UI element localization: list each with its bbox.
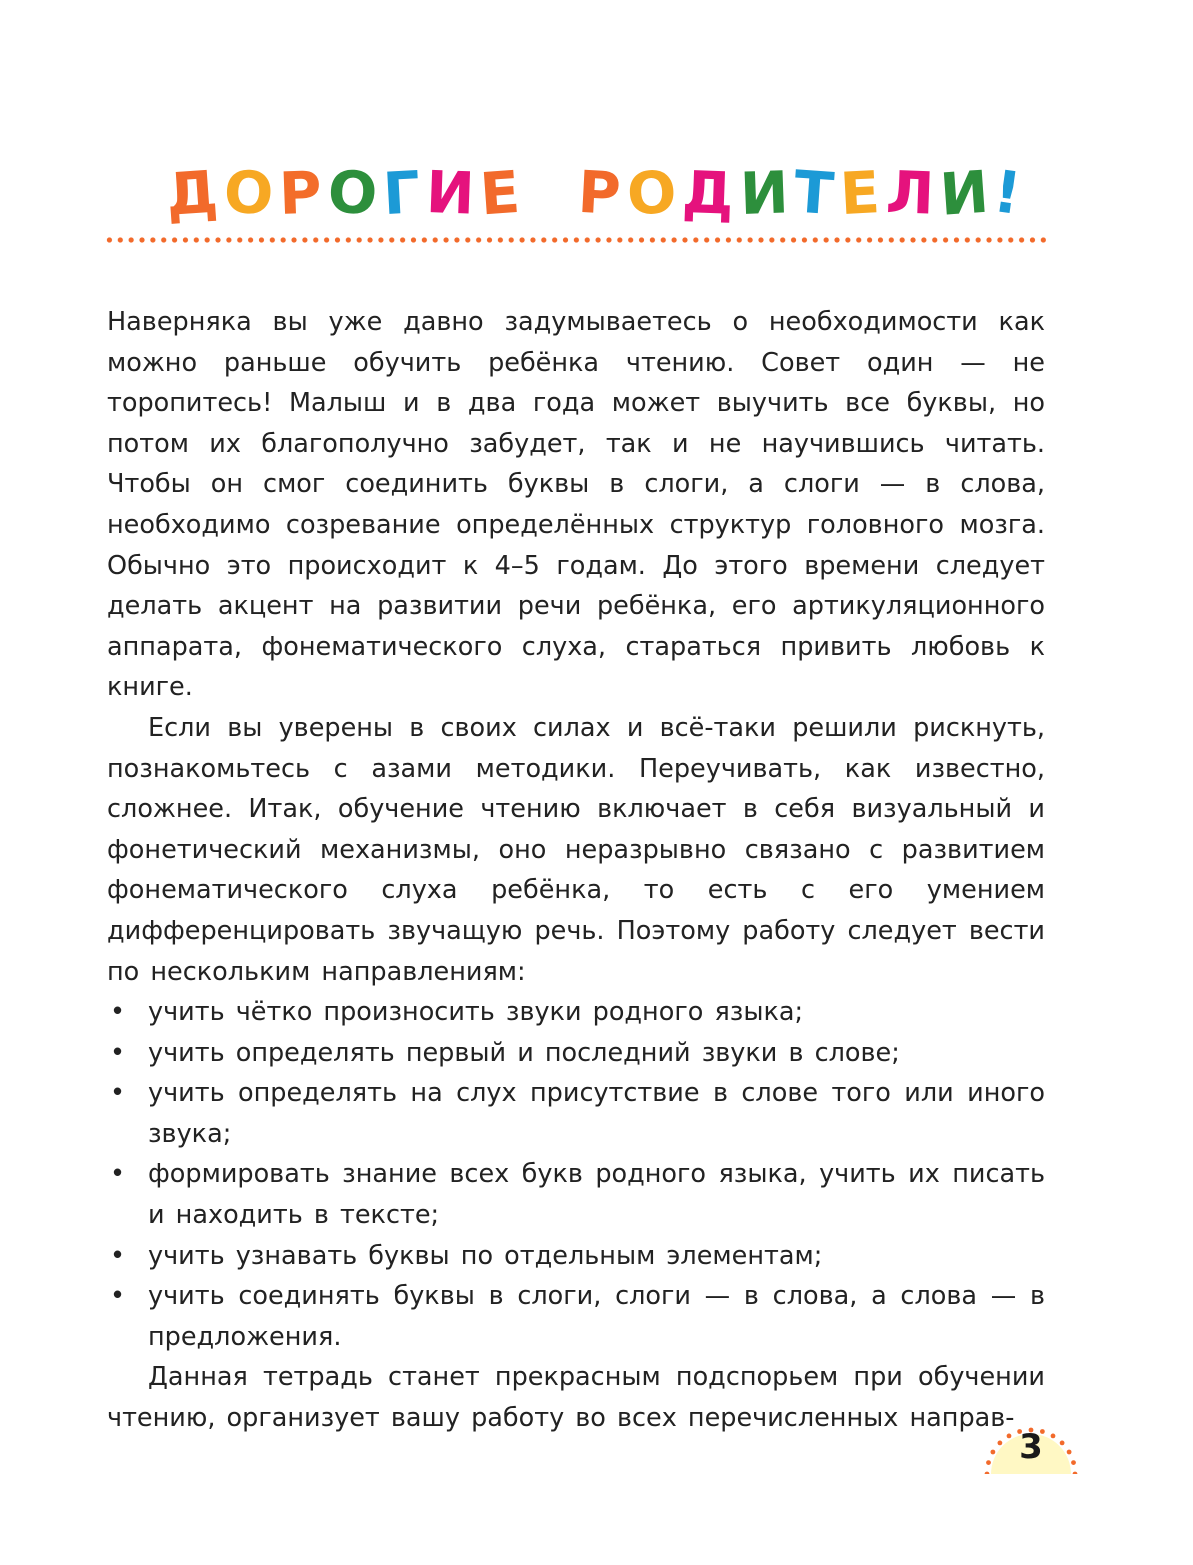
dotted-divider [104,236,1046,244]
title-letter: О [325,157,386,229]
title-letter: О [625,157,685,229]
bullet-icon: • [110,1240,126,1271]
paragraph-intro: Наверняка вы уже давно задумываетесь о необходимости как можно раньше обучить ребёнка чтению. Совет один — не торопитесь! Малыш и в два года может выучить все буквы, но потом их благополучно забудет, так и не научившись читать. Чтобы он смог соединить буквы в слоги, а слоги — в слова, необходимо созревание определённых структур головного мозга. Обычно это происходит к 4–5 годам. До этого времени следует делать акцент на развитии речи ребёнка, его артикуляционного аппарата, фонематического слуха, стараться привить любовь к книге. [107,307,1045,703]
list-item: • формировать знание всех букв родного языка, учить их писать и находить в тексте; [107,1154,1045,1235]
list-item: • учить соединять буквы в слоги, слоги — в слова, а слова — в предложения. [107,1276,1045,1357]
title-letter: Р [277,158,329,228]
paragraph-notebook: Данная тетрадь станет прекрасным подспорьем при обучении чтению, организует вашу работу во всех перечисленных направ- [107,1362,1045,1434]
title-letter: Е [838,157,888,229]
list-item: • учить узнавать буквы по отдельным элементам; [107,1236,1045,1277]
title-letter: Г [381,157,428,229]
title-letter: Л [884,158,942,228]
bullet-icon: • [110,997,126,1028]
bullet-icon: • [110,1281,126,1312]
directions-list [107,992,1045,1357]
title-letter: Р [576,157,629,229]
list-item: • учить определять первый и последний звуки в слове; [107,1033,1045,1074]
page-number: 3 [1019,1427,1043,1467]
list-item: • учить чётко произносить звуки родного языка; [107,992,1045,1033]
title-letter: ! [989,157,1032,229]
title-letter: И [424,158,482,228]
title-letter: Д [681,158,742,228]
paragraph-method: Если вы уверены в своих силах и всё-таки решили рискнуть, познакомьтесь с азами методики. Переучивать, как известно, сложнее. Итак, обучение чтению включает в себя визуальный и фонетический механизмы, оно неразрывно связано с развитием фонематического слуха ребёнка, то есть с его умением дифференцировать звучащую речь. Поэтому работу следует вести по нескольким направлениям: [107,712,1045,987]
title-letter [526,158,578,228]
title-letter: О [222,157,281,229]
list-item: • учить определять на слух присутствие в слове того или иного звука; [107,1073,1045,1154]
badge-dot [1073,1472,1078,1474]
bullet-icon: • [110,1037,126,1068]
title-letter: Т [792,157,843,229]
badge-dot [985,1472,990,1474]
bullet-icon: • [110,1159,126,1190]
title-letter: Д [163,157,227,229]
title-letter: Е [478,157,529,229]
page-title [0,158,1193,228]
body-text [107,302,1045,1439]
title-letter: И [738,158,796,228]
title-letter: И [937,157,997,229]
bullet-icon: • [110,1078,126,1109]
